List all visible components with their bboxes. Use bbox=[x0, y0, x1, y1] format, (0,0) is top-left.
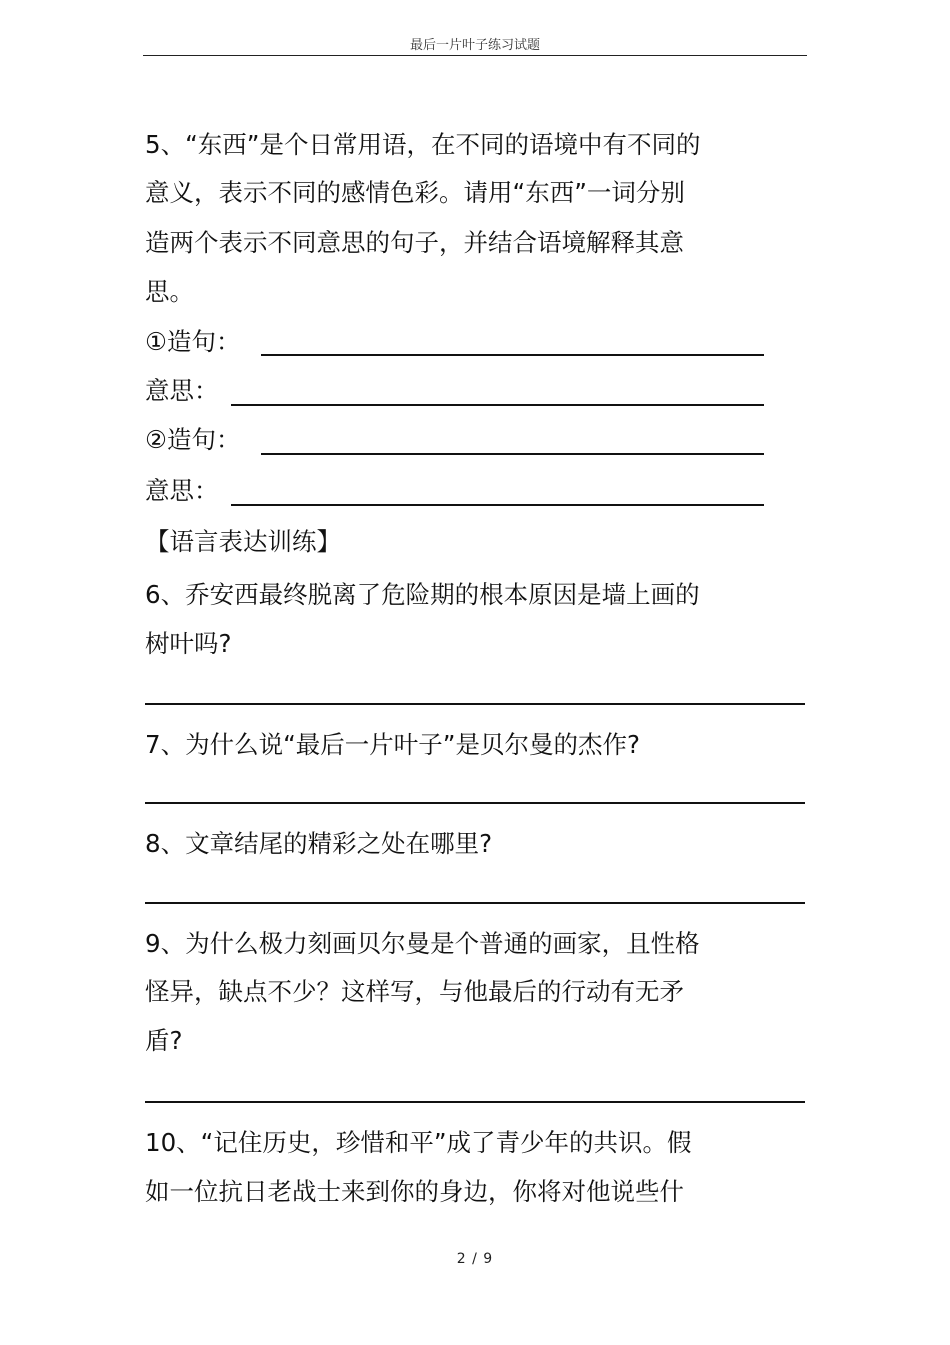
q5-line-2: 意义，表示不同的感情色彩。请用“东西”一词分别 bbox=[145, 178, 685, 207]
sentence-1-label: ①造句： bbox=[145, 327, 241, 356]
q6-line-2: 树叶吗? bbox=[145, 629, 232, 658]
q5-line-4: 思。 bbox=[145, 277, 194, 306]
q8-answer-line[interactable] bbox=[145, 902, 805, 904]
section-title: 【语言表达训练】 bbox=[145, 527, 341, 556]
page-number: 2 / 9 bbox=[456, 1251, 494, 1267]
q10-line-2: 如一位抗日老战士来到你的身边，你将对他说些什 bbox=[145, 1177, 684, 1206]
sentence-1-answer-line[interactable] bbox=[261, 354, 764, 356]
page-header-title: 最后一片叶子练习试题 bbox=[409, 38, 540, 53]
header-divider bbox=[143, 55, 807, 56]
q7-answer-line[interactable] bbox=[145, 802, 805, 804]
meaning-1-label: 意思： bbox=[145, 376, 219, 405]
q8-text: 8、文章结尾的精彩之处在哪里? bbox=[145, 829, 493, 858]
q9-line-1: 9、为什么极力刻画贝尔曼是个普通的画家，且性格 bbox=[145, 929, 700, 958]
meaning-2-label: 意思： bbox=[145, 476, 219, 505]
q10-line-1: 10、“记住历史，珍惜和平”成了青少年的共识。假 bbox=[145, 1128, 692, 1157]
q5-line-3: 造两个表示不同意思的句子，并结合语境解释其意 bbox=[145, 228, 684, 257]
q9-line-3: 盾? bbox=[145, 1026, 183, 1055]
meaning-2-answer-line[interactable] bbox=[231, 504, 764, 506]
q6-line-1: 6、乔安西最终脱离了危险期的根本原因是墙上画的 bbox=[145, 580, 700, 609]
q9-line-2: 怪异，缺点不少？这样写，与他最后的行动有无矛 bbox=[145, 977, 684, 1006]
q5-line-1: 5、“东西”是个日常用语，在不同的语境中有不同的 bbox=[145, 130, 701, 159]
q9-answer-line[interactable] bbox=[145, 1101, 805, 1103]
sentence-2-answer-line[interactable] bbox=[261, 453, 764, 455]
q6-answer-line[interactable] bbox=[145, 703, 805, 705]
sentence-2-label: ②造句： bbox=[145, 425, 241, 454]
meaning-1-answer-line[interactable] bbox=[231, 404, 764, 406]
q7-text: 7、为什么说“最后一片叶子”是贝尔曼的杰作? bbox=[145, 730, 640, 759]
